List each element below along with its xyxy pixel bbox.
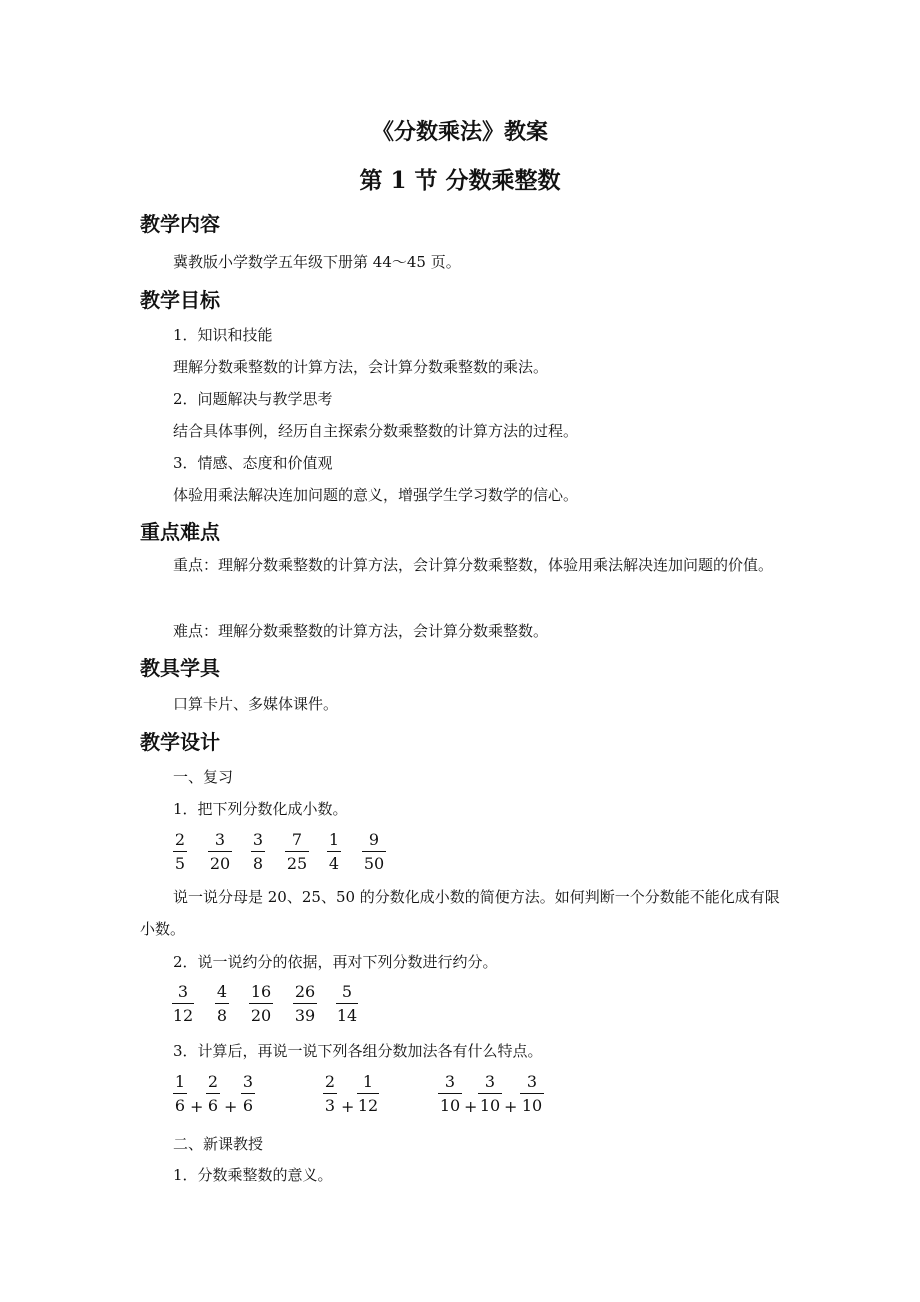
goal2-text: 结合具体事例，经历自主探索分数乘整数的计算方法的过程。 [173,422,579,440]
fraction: 4 8 [216,982,228,1025]
content-text: 冀教版小学数学五年级下册第 44～45 页。 [173,253,461,271]
heading-content: 教学内容 [140,212,220,236]
fraction: 3 6 [242,1072,254,1115]
fraction: 1 12 [357,1072,379,1115]
review1-explain: 说一说分母是 20、25、50 的分数化成小数的简便方法。如何判断一个分数能不能化成有限小数。 [140,888,780,938]
fraction: 2 3 [324,1072,336,1115]
goal1-text: 理解分数乘整数的计算方法，会计算分数乘整数的乘法。 [173,358,549,376]
key-points-text: 重点：理解分数乘整数的计算方法，会计算分数乘整数，体验用乘法解决连加问题的价值。 [173,556,774,574]
fraction: 7 25 [286,830,308,873]
tools-text: 口算卡片、多媒体课件。 [173,695,339,713]
fraction: 5 14 [336,982,358,1025]
section-title: 第 1 节 分数乘整数 [359,167,561,194]
fraction: 26 39 [294,982,316,1025]
goal3-text: 体验用乘法解决连加问题的意义，增强学生学习数学的信心。 [173,486,579,504]
document-title: 《分数乘法》教案 [371,119,548,145]
fraction: 3 12 [172,982,194,1025]
heading-goals: 教学目标 [140,288,220,312]
goal3-label: 3．情感、态度和价值观 [173,454,333,472]
review-label: 一、复习 [173,768,234,786]
plus-sign: + [464,1097,478,1116]
goal2-label: 2．问题解决与教学思考 [173,390,333,408]
new1-text: 1．分数乘整数的意义。 [173,1166,333,1184]
fraction: 3 8 [252,830,264,873]
fraction: 16 20 [250,982,272,1025]
heading-key-points: 重点难点 [140,520,220,544]
fraction: 2 5 [174,830,186,873]
fraction: 1 6 [174,1072,186,1115]
review3-text: 3．计算后，再说一说下列各组分数加法各有什么特点。 [173,1042,543,1060]
new-lesson-label: 二、新课教授 [173,1135,264,1153]
difficult-points-text: 难点：理解分数乘整数的计算方法，会计算分数乘整数。 [173,622,549,640]
fraction: 3 10 [439,1072,461,1115]
plus-sign: + [224,1097,238,1116]
plus-sign: + [190,1097,204,1116]
fraction: 3 10 [479,1072,501,1115]
heading-design: 教学设计 [140,730,220,754]
fraction: 1 4 [328,830,340,873]
plus-sign: + [504,1097,518,1116]
plus-sign: + [341,1097,355,1116]
review1-text: 1．把下列分数化成小数。 [173,800,348,818]
fraction: 3 10 [521,1072,543,1115]
fraction: 9 50 [363,830,385,873]
review2-text: 2．说一说约分的依据，再对下列分数进行约分。 [173,953,498,971]
heading-tools: 教具学具 [140,656,220,680]
fraction: 2 6 [207,1072,219,1115]
fraction: 3 20 [209,830,231,873]
goal1-label: 1．知识和技能 [173,326,273,344]
